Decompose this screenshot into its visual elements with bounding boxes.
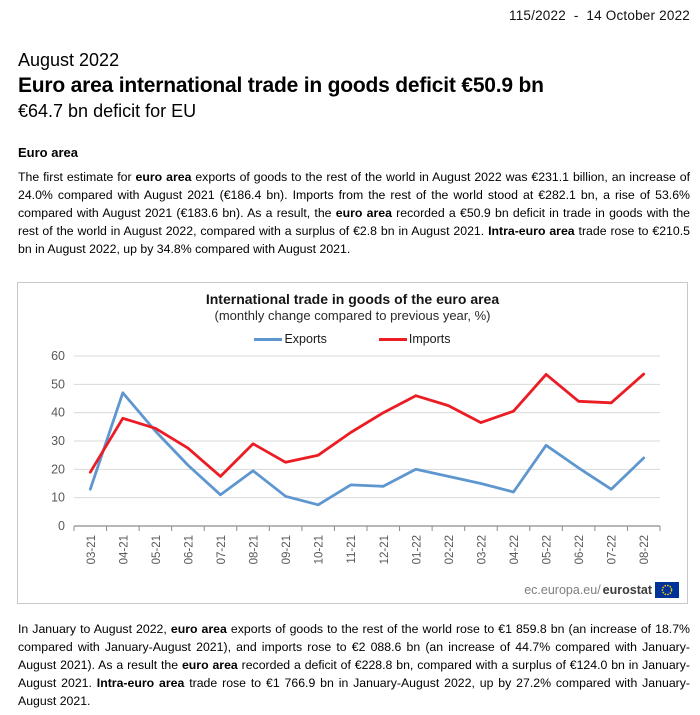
x-axis-label: 02-22 [443, 535, 456, 565]
x-axis-label: 09-21 [281, 535, 294, 565]
y-axis-label: 60 [51, 349, 65, 363]
text-segment: trade rose to €210.5 bn in August 2022, up by 34.8% compared with August 2021. [18, 224, 690, 256]
x-axis-label: 05-22 [541, 535, 554, 565]
eurostat-link[interactable] [524, 582, 679, 598]
page-title: Euro area international trade in goods deficit €50.9 bn [18, 74, 544, 97]
y-axis-label: 40 [51, 405, 65, 420]
chart-title: International trade in goods of the euro area [205, 291, 500, 307]
chart-subtitle: (monthly change compared to previous year, %) [214, 308, 491, 323]
y-axis-label: 20 [51, 462, 65, 477]
x-axis-label: 12-21 [378, 535, 391, 565]
issue-number-and-date: 115/2022 - 14 October 2022 [509, 8, 690, 23]
x-axis-label: 03-22 [476, 535, 489, 565]
section-heading-euro-area: Euro area [18, 145, 78, 160]
eu-flag-icon [655, 582, 679, 598]
text-segment: trade rose to €1 766.9 bn in January-August 2022, up by 27.2% compared with January-August 2021. [18, 676, 690, 708]
bold-text-segment: euro area [170, 622, 227, 636]
text-segment: exports of goods to the rest of the world in August 2022 was €231.1 billion, an increase of 24.0% compared with August 2021 (€186.4 bn). Imports from the rest of the world stood at €282.1 bn, a rise of 53.6% compared with August 2021 (€183.6 bn). As a result, the [18, 170, 690, 220]
eurostat-link-prefix: ec.europa.eu/ [524, 583, 601, 597]
chart-plot-area [18, 349, 687, 594]
series-line-imports [90, 374, 643, 476]
bold-text-segment: euro area [181, 658, 238, 672]
x-axis-label: 03-21 [85, 535, 98, 565]
series-line-exports [90, 393, 643, 505]
text-segment: recorded a deficit of €228.8 bn, compared with a surplus of €124.0 bn in January-August 2021. [18, 658, 690, 690]
text-segment: exports of goods to the rest of the world rose to €1 859.8 bn (an increase of 18.7% compared with January-August 2021), and imports rose to €2 088.6 bn (an increase of 44.7% compared with January-August 2021). As a result the [18, 622, 690, 672]
bold-text-segment: euro area [135, 170, 192, 184]
trade-chart-panel [17, 282, 688, 604]
legend-label-imports: Imports [408, 332, 451, 346]
legend-swatch-exports [254, 338, 282, 341]
y-axis-label: 50 [51, 377, 65, 392]
x-axis-label: 06-22 [574, 535, 587, 565]
legend-swatch-imports [379, 338, 407, 341]
x-axis-label: 05-21 [150, 535, 163, 565]
text-segment: The first estimate for [18, 170, 136, 184]
chart-plot [18, 349, 687, 589]
chart-legend [18, 331, 687, 347]
x-axis-label: 08-21 [248, 535, 261, 565]
legend-label-exports: Exports [284, 332, 327, 346]
legend-item-imports [379, 332, 451, 346]
bold-text-segment: Intra-euro area [488, 224, 575, 238]
y-axis-label: 30 [51, 434, 65, 448]
x-axis-label: 10-21 [313, 535, 326, 565]
bold-text-segment: Intra-euro area [96, 676, 185, 690]
y-axis-label: 10 [51, 490, 65, 505]
x-axis-label: 07-22 [606, 535, 619, 565]
x-axis-label: 06-21 [183, 535, 196, 565]
paragraph-january-august [18, 620, 690, 710]
x-axis-label: 01-22 [411, 535, 424, 565]
legend-item-exports [254, 332, 326, 346]
text-segment: recorded a €50.9 bn deficit in trade in goods with the rest of the world in August 2022, compared with a surplus of €2.8 bn in August 2021. [18, 206, 690, 238]
x-axis-label: 11-21 [346, 535, 359, 564]
paragraph-euro-area [18, 168, 690, 258]
y-axis-label: 0 [58, 519, 65, 533]
eurostat-link-bold: eurostat [602, 583, 652, 597]
bold-text-segment: euro area [335, 206, 392, 220]
x-axis-label: 08-22 [639, 535, 652, 565]
reference-month: August 2022 [18, 50, 120, 70]
page-subtitle: €64.7 bn deficit for EU [18, 101, 197, 121]
x-axis-label: 04-22 [509, 535, 521, 565]
text-segment: In January to August 2022, [18, 622, 171, 636]
x-axis-label: 04-21 [118, 535, 131, 565]
x-axis-label: 07-21 [216, 535, 228, 565]
